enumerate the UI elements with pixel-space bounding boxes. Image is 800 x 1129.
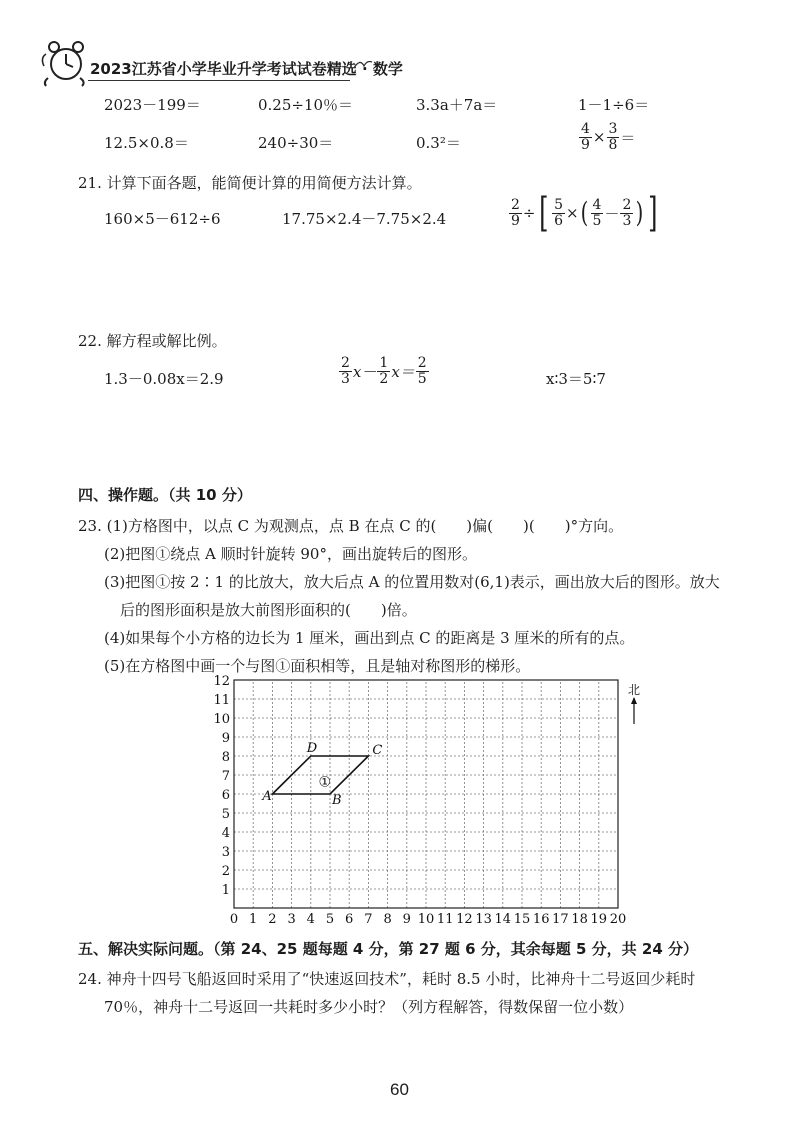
section5-title: 五、解决实际问题。（第 24、25 题每题 4 分，第 27 题 6 分，其余每题 5 分，共 24 分） <box>78 940 698 958</box>
parallelogram-shape <box>261 741 382 808</box>
header-decoration-icon <box>352 56 374 76</box>
q22-item-1: 1.3－0.08x＝2.9 <box>104 370 224 388</box>
y-tick-label: 2 <box>221 864 230 879</box>
q22-item-2: $\frac{2}{3}$ x－ $\frac{1}{2}$ x＝ $\frac{2}{5}$ <box>341 355 427 387</box>
x-tick-label: 18 <box>571 912 588 927</box>
oral-calc-7: 0.3²＝ <box>416 134 461 152</box>
x-tick-label: 7 <box>364 912 373 927</box>
q24-line-2: 70％，神舟十二号返回一共耗时多少小时？（列方程解答，得数保留一位小数） <box>104 998 634 1016</box>
shape-number-label: ① <box>318 774 332 791</box>
oral-calc-2: 0.25÷10％＝ <box>258 96 354 114</box>
q23-part-5: (5)在方格图中画一个与图①面积相等，且是轴对称图形的梯形。 <box>104 657 531 675</box>
q21-item-2: 17.75×2.4－7.75×2.4 <box>282 210 447 228</box>
y-tick-label: 9 <box>221 731 230 746</box>
page-number: 60 <box>390 1080 409 1099</box>
coordinate-grid-figure <box>210 672 650 938</box>
x-tick-label: 5 <box>325 912 335 927</box>
north-indicator <box>628 683 640 724</box>
q21-title: 21. 计算下面各题，能简便计算的用简便方法计算。 <box>78 174 422 192</box>
x-tick-label: 1 <box>249 912 258 927</box>
north-arrowhead-icon <box>631 697 637 704</box>
y-tick-label: 11 <box>213 693 230 708</box>
q21-item-1: 160×5－612÷6 <box>104 210 221 228</box>
q23-part-4: (4)如果每个小方格的边长为 1 厘米，画出到点 C 的距离是 3 厘米的所有的点。 <box>104 629 635 647</box>
oral-calc-6: 240÷30＝ <box>258 134 334 152</box>
point-label-d: D <box>306 741 318 756</box>
point-label-b: B <box>332 793 342 808</box>
x-tick-label: 20 <box>609 912 627 927</box>
x-tick-label: 14 <box>494 912 512 927</box>
oral-calc-4: 1－1÷6＝ <box>578 96 650 114</box>
x-tick-label: 11 <box>436 912 454 927</box>
x-tick-label: 15 <box>513 912 531 927</box>
header-divider <box>88 80 350 81</box>
y-tick-label: 6 <box>221 788 230 803</box>
x-tick-label: 2 <box>268 912 277 927</box>
x-tick-label: 6 <box>345 912 354 927</box>
alarm-clock-mascot-icon <box>40 38 88 88</box>
point-label-c: C <box>372 743 383 758</box>
x-tick-label: 16 <box>532 912 550 927</box>
q24-line-1: 24. 神舟十四号飞船返回时采用了“快速返回技术”，耗时 8.5 小时，比神舟十二号返回少耗时 <box>78 970 696 988</box>
y-tick-label: 4 <box>221 826 230 841</box>
y-tick-label: 3 <box>221 845 230 860</box>
oral-calc-5: 12.5×0.8＝ <box>104 134 189 152</box>
q23-part-3b: 后的图形面积是放大前图形面积的( )倍。 <box>120 601 417 619</box>
north-label: 北 <box>628 683 641 697</box>
y-tick-label: 8 <box>221 750 230 765</box>
y-tick-label: 12 <box>213 674 230 689</box>
x-tick-label: 17 <box>552 912 569 927</box>
q23-part-1: 23. (1)方格图中，以点 C 为观测点，点 B 在点 C 的( )偏( )( )°方向。 <box>78 517 624 535</box>
q23-part-3a: (3)把图①按 2∶1 的比放大，放大后点 A 的位置用数对(6,1)表示，画出放大后的图形。放大 <box>104 573 720 591</box>
oral-calc-8: $\frac{4}{9}$ × $\frac{3}{8}$ ＝ <box>581 121 636 153</box>
x-tick-label: 4 <box>306 912 315 927</box>
y-tick-label: 1 <box>221 883 230 898</box>
x-tick-label: 10 <box>417 912 435 927</box>
x-tick-label: 0 <box>229 912 239 927</box>
x-tick-label: 3 <box>287 912 296 927</box>
y-tick-label: 5 <box>221 807 230 822</box>
header-title: 2023江苏省小学毕业升学考试试卷精选 · 数学 <box>90 60 403 78</box>
point-label-a: A <box>262 789 272 804</box>
x-tick-label: 9 <box>402 912 411 927</box>
x-tick-label: 13 <box>475 912 492 927</box>
header-logo <box>40 38 88 92</box>
x-tick-label: 8 <box>383 912 392 927</box>
section4-title: 四、操作题。（共 10 分） <box>78 486 252 504</box>
oral-calc-1: 2023－199＝ <box>104 96 201 114</box>
oral-calc-3: 3.3a＋7a＝ <box>416 96 498 114</box>
q22-item-3: x∶3＝5∶7 <box>546 370 606 388</box>
x-tick-label: 19 <box>590 912 608 927</box>
y-tick-label: 7 <box>221 769 230 784</box>
y-tick-label: 10 <box>213 712 230 727</box>
q22-title: 22. 解方程或解比例。 <box>78 332 227 350</box>
x-tick-label: 12 <box>456 912 473 927</box>
q21-item-3: $\frac{2}{9}$ ÷ [ $\frac{5}{6}$ × ( $\frac{4}{5}$ － $\frac{2}{3}$ ) ] <box>511 190 658 236</box>
q23-part-2: (2)把图①绕点 A 顺时针旋转 90°，画出旋转后的图形。 <box>104 545 477 563</box>
